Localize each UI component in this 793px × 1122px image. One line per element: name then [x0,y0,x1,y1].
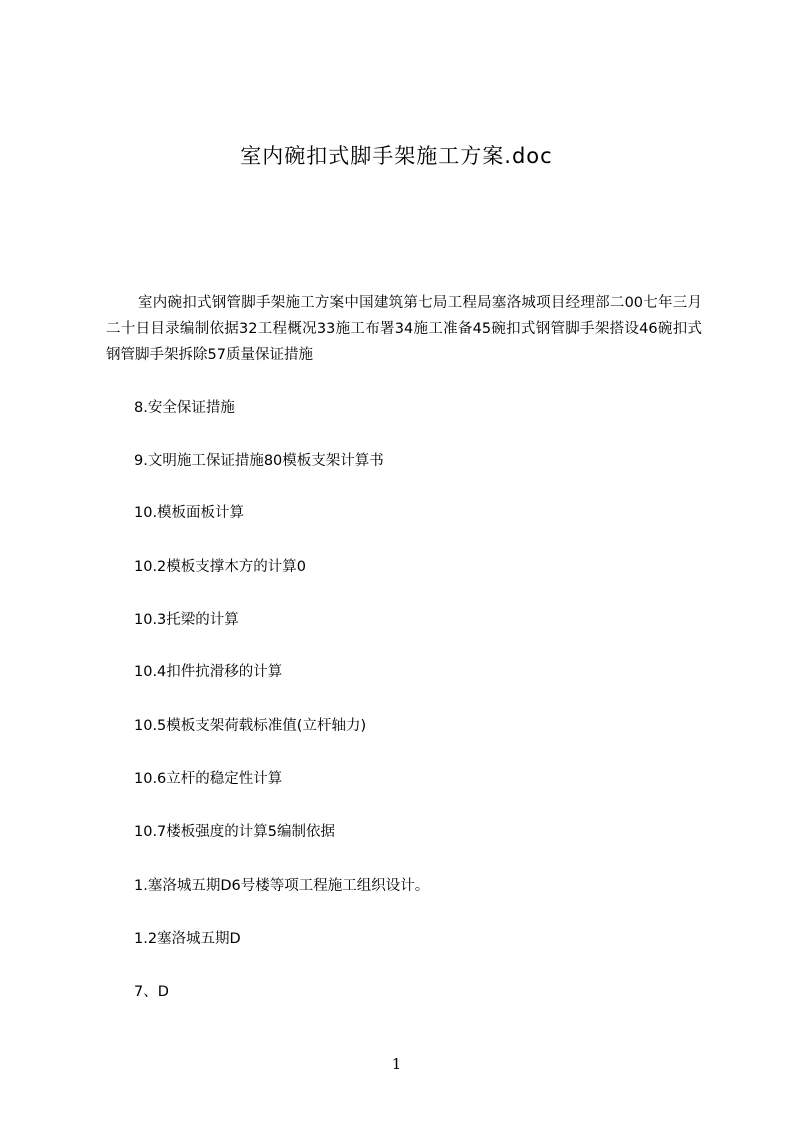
basis-line-2: 1.2塞洛城五期D [134,931,241,947]
toc-line-safety: 8.安全保证措施 [134,400,235,416]
toc-line-load-standard: 10.5模板支架荷载标准值(立杆轴力) [134,718,367,734]
toc-line-support-beam: 10.3托梁的计算 [134,612,239,628]
toc-line-civilized-construction: 9.文明施工保证措施80模板支架计算书 [134,453,384,469]
basis-line-1: 1.塞洛城五期D6号楼等项工程施工组织设计。 [134,878,430,894]
toc-line-timber-support: 10.2模板支撑木方的计算0 [134,559,307,575]
document-title: 室内碗扣式脚手架施工方案.doc [240,144,553,168]
basis-line-3: 7、D [134,984,169,1000]
toc-line-formwork-panel: 10.模板面板计算 [134,505,245,521]
intro-paragraph: 室内碗扣式钢管脚手架施工方案中国建筑第七局工程局塞洛城项目经理部二00七年三月二十日目录编制依据32工程概况33施工布署34施工准备45碗扣式钢管脚手架搭设46碗扣式钢管脚手架拆除57质量保证措施 [106,295,702,363]
toc-line-slab-strength: 10.7楼板强度的计算5编制依据 [134,824,336,840]
toc-line-fastener-slip: 10.4扣件抗滑移的计算 [134,664,283,680]
page-number: 1 [391,1055,402,1073]
toc-line-pole-stability: 10.6立杆的稳定性计算 [134,771,283,787]
